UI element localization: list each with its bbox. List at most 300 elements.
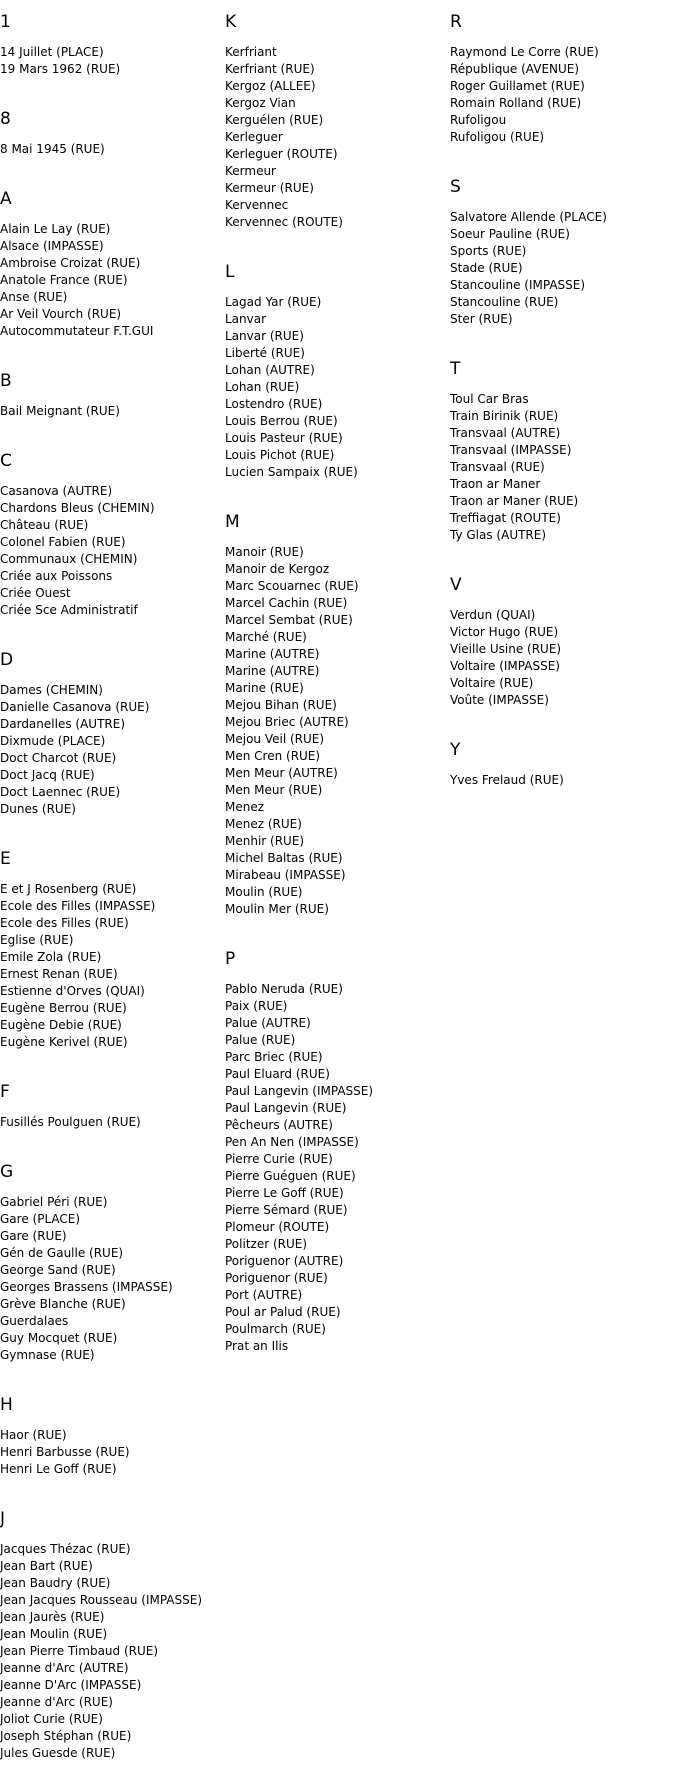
- street-list-item: [225, 782, 445, 799]
- street-list-item: [225, 748, 445, 765]
- street-link[interactable]: Salvatore Allende (PLACE): [450, 210, 607, 224]
- street-link[interactable]: Pablo Neruda (RUE): [225, 982, 343, 996]
- street-link[interactable]: Moulin (RUE): [225, 885, 303, 899]
- street-list-item: [225, 379, 445, 396]
- street-list-item: [225, 328, 445, 345]
- street-link[interactable]: Casanova (AUTRE): [0, 484, 113, 498]
- street-list-item: [0, 1575, 220, 1592]
- street-link[interactable]: Jules Guesde (RUE): [0, 1746, 116, 1760]
- letter-section: [0, 107, 220, 158]
- street-link[interactable]: Stade (RUE): [450, 261, 523, 275]
- street-link[interactable]: Plomeur (ROUTE): [225, 1220, 330, 1234]
- street-link[interactable]: Marc Scouarnec (RUE): [225, 579, 359, 593]
- street-link[interactable]: Criée Sce Administratif: [0, 603, 138, 617]
- street-link[interactable]: Transvaal (RUE): [450, 460, 545, 474]
- street-link[interactable]: Joseph Stéphan (RUE): [0, 1729, 132, 1743]
- street-link[interactable]: Traon ar Maner: [450, 477, 541, 491]
- street-link[interactable]: Voltaire (IMPASSE): [450, 659, 560, 673]
- street-link[interactable]: E et J Rosenberg (RUE): [0, 882, 137, 896]
- street-link[interactable]: Gare (RUE): [0, 1229, 67, 1243]
- street-link[interactable]: Kergoz Vian: [225, 96, 296, 110]
- street-link[interactable]: Roger Guillamet (RUE): [450, 79, 585, 93]
- street-link[interactable]: Prat an Ilis: [225, 1339, 289, 1353]
- street-link[interactable]: Pêcheurs (AUTRE): [225, 1118, 333, 1132]
- street-list-item: [225, 646, 445, 663]
- street-list-item: [225, 197, 445, 214]
- street-list-item: [0, 483, 220, 500]
- street-list-item: [225, 1287, 445, 1304]
- street-list-item: [450, 408, 670, 425]
- street-list-item: [225, 112, 445, 129]
- street-link[interactable]: Pierre Sémard (RUE): [225, 1203, 348, 1217]
- letter-section: [0, 847, 220, 1051]
- street-link[interactable]: Moulin Mer (RUE): [225, 902, 329, 916]
- street-link[interactable]: Criée Ouest: [0, 586, 71, 600]
- street-link[interactable]: Jeanne d'Arc (RUE): [0, 1695, 113, 1709]
- street-link[interactable]: Parc Briec (RUE): [225, 1050, 323, 1064]
- street-link[interactable]: Soeur Pauline (RUE): [450, 227, 570, 241]
- street-link[interactable]: République (AVENUE): [450, 62, 580, 76]
- street-list-item: [450, 391, 670, 408]
- street-list-item: [0, 289, 220, 306]
- street-link[interactable]: Vieille Usine (RUE): [450, 642, 562, 656]
- street-link[interactable]: Jeanne d'Arc (AUTRE): [0, 1661, 129, 1675]
- section-letter-heading: P: [225, 949, 236, 969]
- street-list: [0, 682, 220, 818]
- street-list-item: [225, 1236, 445, 1253]
- street-list-item: [0, 1660, 220, 1677]
- street-link[interactable]: Jean Jacques Rousseau (IMPASSE): [0, 1593, 203, 1607]
- street-list-item: [450, 129, 670, 146]
- street-link[interactable]: Gén de Gaulle (RUE): [0, 1246, 124, 1260]
- street-index-column-1: [0, 0, 220, 1791]
- street-link[interactable]: Marcel Cachin (RUE): [225, 596, 348, 610]
- street-link[interactable]: Eugène Kerivel (RUE): [0, 1035, 128, 1049]
- street-link[interactable]: Ty Glas (AUTRE): [450, 528, 547, 542]
- street-link[interactable]: Men Cren (RUE): [225, 749, 321, 763]
- street-list-item: [225, 294, 445, 311]
- street-list-item: [0, 1745, 220, 1762]
- street-link[interactable]: Ar Veil Vourch (RUE): [0, 307, 122, 321]
- street-link[interactable]: Traon ar Maner (RUE): [450, 494, 579, 508]
- street-link[interactable]: Stancouline (RUE): [450, 295, 559, 309]
- street-link[interactable]: Lostendro (RUE): [225, 397, 323, 411]
- street-link[interactable]: Lanvar: [225, 312, 267, 326]
- street-list-item: [450, 260, 670, 277]
- street-link[interactable]: Poriguenor (RUE): [225, 1271, 328, 1285]
- street-link[interactable]: Kermeur (RUE): [225, 181, 314, 195]
- street-list-item: [0, 1017, 220, 1034]
- street-list-item: [450, 294, 670, 311]
- street-link[interactable]: Kervennec (ROUTE): [225, 215, 343, 229]
- street-list-item: [0, 1444, 220, 1461]
- street-link[interactable]: Voûte (IMPASSE): [450, 693, 549, 707]
- street-list-item: [225, 731, 445, 748]
- street-list-item: [0, 1728, 220, 1745]
- street-list-item: [225, 1270, 445, 1287]
- street-link[interactable]: Paul Langevin (RUE): [225, 1101, 347, 1115]
- street-link[interactable]: Criée aux Poissons: [0, 569, 113, 583]
- street-link[interactable]: Gare (PLACE): [0, 1212, 81, 1226]
- street-list-item: [225, 396, 445, 413]
- street-link[interactable]: Eugène Berrou (RUE): [0, 1001, 127, 1015]
- street-link[interactable]: Pierre Curie (RUE): [225, 1152, 333, 1166]
- street-list-item: [225, 146, 445, 163]
- street-link[interactable]: Mejou Veil (RUE): [225, 732, 325, 746]
- street-list-item: [0, 1461, 220, 1478]
- street-list-item: [225, 1338, 445, 1355]
- street-list-item: [0, 1330, 220, 1347]
- section-letter-heading: H: [0, 1395, 13, 1415]
- street-link[interactable]: Men Meur (AUTRE): [225, 766, 338, 780]
- street-link[interactable]: Haor (RUE): [0, 1428, 67, 1442]
- street-link[interactable]: Yves Frelaud (RUE): [450, 773, 564, 787]
- street-link[interactable]: Mejou Bihan (RUE): [225, 698, 337, 712]
- street-list-item: [225, 561, 445, 578]
- street-list-item: [0, 699, 220, 716]
- street-link[interactable]: Ecole des Filles (RUE): [0, 916, 129, 930]
- street-list-item: [450, 675, 670, 692]
- letter-section: [0, 1507, 220, 1762]
- street-link[interactable]: Kermeur: [225, 164, 276, 178]
- street-link[interactable]: Jean Bart (RUE): [0, 1559, 93, 1573]
- street-link[interactable]: Jean Baudry (RUE): [0, 1576, 111, 1590]
- street-link[interactable]: Kerleguer: [225, 130, 283, 144]
- street-list-item: [0, 500, 220, 517]
- street-list-item: [0, 255, 220, 272]
- street-list-item: [0, 44, 220, 61]
- street-link[interactable]: Eugène Debie (RUE): [0, 1018, 122, 1032]
- street-list: [450, 391, 670, 544]
- street-link[interactable]: Kerfriant (RUE): [225, 62, 315, 76]
- letter-section: [0, 648, 220, 818]
- street-list-item: [225, 447, 445, 464]
- street-link[interactable]: Chardons Bleus (CHEMIN): [0, 501, 155, 515]
- street-link[interactable]: 14 Juillet (PLACE): [0, 45, 104, 59]
- street-link[interactable]: Poulmarch (RUE): [225, 1322, 326, 1336]
- letter-section: [0, 1393, 220, 1478]
- street-link[interactable]: Château (RUE): [0, 518, 89, 532]
- letter-section: [225, 947, 445, 1355]
- street-list-item: [0, 602, 220, 619]
- street-link[interactable]: Paul Langevin (IMPASSE): [225, 1084, 374, 1098]
- street-link[interactable]: Gabriel Péri (RUE): [0, 1195, 108, 1209]
- street-list-item: [0, 1313, 220, 1330]
- street-link[interactable]: Ambroise Croizat (RUE): [0, 256, 141, 270]
- street-link[interactable]: Train Birinik (RUE): [450, 409, 559, 423]
- street-link[interactable]: Pierre Guéguen (RUE): [225, 1169, 356, 1183]
- letter-section: [0, 369, 220, 420]
- street-link[interactable]: Paul Eluard (RUE): [225, 1067, 330, 1081]
- street-link[interactable]: Rufoligou (RUE): [450, 130, 545, 144]
- street-link[interactable]: Marine (AUTRE): [225, 647, 320, 661]
- street-link[interactable]: Marine (RUE): [225, 681, 304, 695]
- street-link[interactable]: Manoir (RUE): [225, 545, 304, 559]
- street-list-item: [0, 949, 220, 966]
- street-link[interactable]: Dardanelles (AUTRE): [0, 717, 125, 731]
- section-letter-heading: C: [0, 451, 12, 471]
- street-list-item: [0, 1347, 220, 1364]
- street-link[interactable]: Ernest Renan (RUE): [0, 967, 118, 981]
- street-link[interactable]: Poriguenor (AUTRE): [225, 1254, 344, 1268]
- street-link[interactable]: Palue (RUE): [225, 1033, 296, 1047]
- street-link[interactable]: Pierre Le Goff (RUE): [225, 1186, 344, 1200]
- street-list-item: [450, 78, 670, 95]
- street-link[interactable]: 8 Mai 1945 (RUE): [0, 142, 105, 156]
- street-link[interactable]: Alsace (IMPASSE): [0, 239, 104, 253]
- street-list-item: [0, 784, 220, 801]
- street-list-item: [450, 425, 670, 442]
- street-list-item: [225, 1253, 445, 1270]
- street-link[interactable]: Bail Meignant (RUE): [0, 404, 120, 418]
- section-letter-heading: V: [450, 575, 462, 595]
- street-list-item: [450, 61, 670, 78]
- street-list-item: [450, 209, 670, 226]
- street-list-item: [0, 932, 220, 949]
- street-list-item: [225, 867, 445, 884]
- street-link[interactable]: Kerfriant: [225, 45, 277, 59]
- street-link[interactable]: Eglise (RUE): [0, 933, 74, 947]
- street-link[interactable]: Louis Pichot (RUE): [225, 448, 335, 462]
- street-link[interactable]: Voltaire (RUE): [450, 676, 534, 690]
- street-link[interactable]: Marine (AUTRE): [225, 664, 320, 678]
- street-link[interactable]: Kerleguer (ROUTE): [225, 147, 338, 161]
- street-link[interactable]: Fusillés Poulguen (RUE): [0, 1115, 141, 1129]
- street-link[interactable]: Dunes (RUE): [0, 802, 76, 816]
- letter-section: [0, 187, 220, 340]
- street-link[interactable]: Victor Hugo (RUE): [450, 625, 559, 639]
- street-list-item: [450, 493, 670, 510]
- street-link[interactable]: Kervennec: [225, 198, 289, 212]
- letter-section: [0, 1160, 220, 1364]
- street-link[interactable]: Men Meur (RUE): [225, 783, 323, 797]
- street-link[interactable]: Doct Laennec (RUE): [0, 785, 121, 799]
- street-link[interactable]: Joliot Curie (RUE): [0, 1712, 103, 1726]
- street-list-item: [0, 1677, 220, 1694]
- street-list-item: [225, 850, 445, 867]
- street-list-item: [0, 881, 220, 898]
- street-list-item: [225, 544, 445, 561]
- street-list-item: [0, 750, 220, 767]
- street-link[interactable]: Anse (RUE): [0, 290, 68, 304]
- street-list: [225, 981, 445, 1355]
- street-link[interactable]: Poul ar Palud (RUE): [225, 1305, 341, 1319]
- street-link[interactable]: Colonel Fabien (RUE): [0, 535, 126, 549]
- street-link[interactable]: Mejou Briec (AUTRE): [225, 715, 349, 729]
- street-list-item: [225, 981, 445, 998]
- street-list-item: [225, 799, 445, 816]
- street-list: [0, 221, 220, 340]
- street-link[interactable]: Mirabeau (IMPASSE): [225, 868, 346, 882]
- street-list-item: [225, 362, 445, 379]
- street-link[interactable]: Doct Jacq (RUE): [0, 768, 95, 782]
- section-letter-heading: K: [225, 12, 237, 32]
- street-list-item: [0, 1711, 220, 1728]
- street-link[interactable]: Jean Pierre Timbaud (RUE): [0, 1644, 159, 1658]
- section-letter-heading: S: [450, 177, 461, 197]
- street-list-item: [0, 1643, 220, 1660]
- street-list-item: [0, 306, 220, 323]
- street-link[interactable]: Ecole des Filles (IMPASSE): [0, 899, 156, 913]
- street-list-item: [0, 1262, 220, 1279]
- street-list-item: [225, 311, 445, 328]
- street-list-item: [225, 1100, 445, 1117]
- street-list-item: [450, 44, 670, 61]
- street-link[interactable]: Liberté (RUE): [225, 346, 305, 360]
- section-letter-heading: Y: [450, 740, 461, 760]
- street-link[interactable]: Transvaal (AUTRE): [450, 426, 561, 440]
- street-list-item: [450, 243, 670, 260]
- street-list-item: [0, 238, 220, 255]
- street-list: [0, 44, 220, 78]
- street-link[interactable]: Gymnase (RUE): [0, 1348, 95, 1362]
- letter-section: [450, 10, 670, 146]
- street-link[interactable]: Guerdalaes: [0, 1314, 69, 1328]
- street-link[interactable]: Georges Brassens (IMPASSE): [0, 1280, 173, 1294]
- letter-section: [225, 10, 445, 231]
- street-link[interactable]: Pen An Nen (IMPASSE): [225, 1135, 359, 1149]
- street-link[interactable]: Louis Pasteur (RUE): [225, 431, 343, 445]
- street-list: [450, 772, 670, 789]
- street-list-item: [0, 403, 220, 420]
- street-link[interactable]: George Sand (RUE): [0, 1263, 116, 1277]
- street-link[interactable]: Louis Berrou (RUE): [225, 414, 338, 428]
- street-list-item: [0, 983, 220, 1000]
- street-link[interactable]: Lanvar (RUE): [225, 329, 304, 343]
- street-list-item: [225, 1117, 445, 1134]
- street-link[interactable]: Sports (RUE): [450, 244, 527, 258]
- street-list-item: [450, 442, 670, 459]
- street-link[interactable]: Michel Baltas (RUE): [225, 851, 343, 865]
- street-link[interactable]: Marché (RUE): [225, 630, 307, 644]
- street-link[interactable]: Lucien Sampaix (RUE): [225, 465, 358, 479]
- street-link[interactable]: Paix (RUE): [225, 999, 288, 1013]
- street-list-item: [0, 966, 220, 983]
- street-list-item: [225, 595, 445, 612]
- street-link[interactable]: Autocommutateur F.T.GUI: [0, 324, 154, 338]
- street-list-item: [0, 898, 220, 915]
- street-list-item: [225, 413, 445, 430]
- street-link[interactable]: Ster (RUE): [450, 312, 513, 326]
- street-link[interactable]: 19 Mars 1962 (RUE): [0, 62, 121, 76]
- street-list: [225, 44, 445, 231]
- street-link[interactable]: Menez (RUE): [225, 817, 302, 831]
- section-letter-heading: G: [0, 1162, 14, 1182]
- street-list-item: [225, 1168, 445, 1185]
- street-list-item: [225, 163, 445, 180]
- street-link[interactable]: Henri Le Goff (RUE): [0, 1462, 117, 1476]
- street-list-item: [225, 680, 445, 697]
- street-list-item: [0, 1296, 220, 1313]
- street-link[interactable]: Lagad Yar (RUE): [225, 295, 322, 309]
- street-link[interactable]: Doct Charcot (RUE): [0, 751, 117, 765]
- street-list: [0, 1114, 220, 1131]
- street-link[interactable]: Lohan (RUE): [225, 380, 300, 394]
- street-link[interactable]: Lohan (AUTRE): [225, 363, 315, 377]
- street-link[interactable]: Henri Barbusse (RUE): [0, 1445, 130, 1459]
- street-list-item: [225, 61, 445, 78]
- street-link[interactable]: Guy Mocquet (RUE): [0, 1331, 118, 1345]
- street-link[interactable]: Menez: [225, 800, 265, 814]
- street-list-item: [450, 607, 670, 624]
- street-list-item: [0, 1194, 220, 1211]
- street-list-item: [450, 527, 670, 544]
- street-link[interactable]: Jean Moulin (RUE): [0, 1627, 108, 1641]
- street-link[interactable]: Palue (AUTRE): [225, 1016, 311, 1030]
- section-letter-heading: F: [0, 1082, 10, 1102]
- street-link[interactable]: Verdun (QUAI): [450, 608, 536, 622]
- street-link[interactable]: Kerguélen (RUE): [225, 113, 324, 127]
- street-link[interactable]: Port (AUTRE): [225, 1288, 303, 1302]
- street-list-item: [225, 697, 445, 714]
- street-list-item: [0, 323, 220, 340]
- street-link[interactable]: Jacques Thézac (RUE): [0, 1542, 131, 1556]
- street-link[interactable]: Jeanne D'Arc (IMPASSE): [0, 1678, 142, 1692]
- street-link[interactable]: Manoir de Kergoz: [225, 562, 330, 576]
- street-list-item: [0, 61, 220, 78]
- street-list-item: [0, 1592, 220, 1609]
- street-link[interactable]: Stancouline (IMPASSE): [450, 278, 586, 292]
- street-link[interactable]: Raymond Le Corre (RUE): [450, 45, 599, 59]
- street-link[interactable]: Dames (CHEMIN): [0, 683, 103, 697]
- street-link[interactable]: Emile Zola (RUE): [0, 950, 102, 964]
- street-link[interactable]: Treffiagat (ROUTE): [450, 511, 561, 525]
- street-link[interactable]: Danielle Casanova (RUE): [0, 700, 150, 714]
- section-letter-heading: M: [225, 512, 240, 532]
- street-link[interactable]: Grève Blanche (RUE): [0, 1297, 126, 1311]
- street-list-item: [225, 95, 445, 112]
- street-list-item: [225, 1049, 445, 1066]
- letter-section: [0, 10, 220, 78]
- street-list-item: [225, 1066, 445, 1083]
- street-list-item: [225, 1202, 445, 1219]
- street-list-item: [225, 1185, 445, 1202]
- street-list-item: [225, 663, 445, 680]
- section-letter-heading: J: [0, 1509, 6, 1529]
- street-list: [0, 483, 220, 619]
- street-link[interactable]: Rufoligou: [450, 113, 507, 127]
- street-link[interactable]: Marcel Sembat (RUE): [225, 613, 353, 627]
- street-list-item: [225, 44, 445, 61]
- street-list-item: [0, 1558, 220, 1575]
- street-link[interactable]: Politzer (RUE): [225, 1237, 308, 1251]
- letter-section: [225, 510, 445, 918]
- street-link[interactable]: Jean Jaurès (RUE): [0, 1610, 105, 1624]
- street-link[interactable]: Toul Car Bras: [450, 392, 529, 406]
- street-list-item: [0, 272, 220, 289]
- letter-section: [225, 260, 445, 481]
- street-list-item: [450, 476, 670, 493]
- street-link[interactable]: Estienne d'Orves (QUAI): [0, 984, 145, 998]
- street-list-item: [450, 658, 670, 675]
- street-link[interactable]: Kergoz (ALLEE): [225, 79, 316, 93]
- street-list-item: [450, 112, 670, 129]
- street-list-item: [225, 1015, 445, 1032]
- street-list-item: [225, 1151, 445, 1168]
- street-link[interactable]: Romain Rolland (RUE): [450, 96, 582, 110]
- letter-section: [0, 449, 220, 619]
- street-list: [225, 294, 445, 481]
- street-link[interactable]: Transvaal (IMPASSE): [450, 443, 572, 457]
- street-link[interactable]: Dixmude (PLACE): [0, 734, 106, 748]
- street-link[interactable]: Anatole France (RUE): [0, 273, 128, 287]
- street-link[interactable]: Communaux (CHEMIN): [0, 552, 138, 566]
- street-link[interactable]: Menhir (RUE): [225, 834, 305, 848]
- street-list-item: [225, 214, 445, 231]
- street-list: [0, 1427, 220, 1478]
- street-list-item: [225, 1321, 445, 1338]
- street-link[interactable]: Alain Le Lay (RUE): [0, 222, 111, 236]
